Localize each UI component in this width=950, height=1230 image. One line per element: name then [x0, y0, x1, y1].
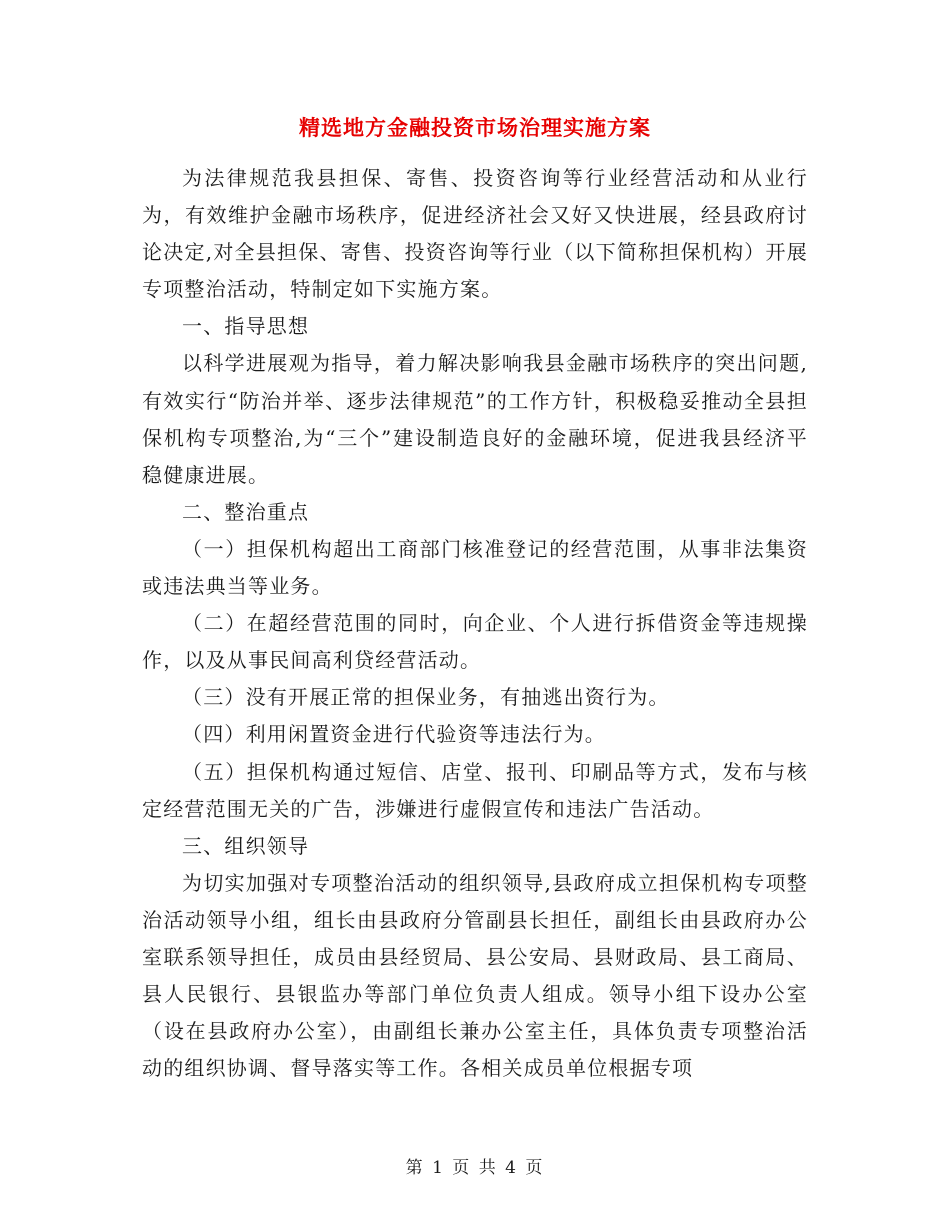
organization-paragraph: 为切实加强对专项整治活动的组织领导,县政府成立担保机构专项整治活动领导小组，组长由县政府分管副县长担任，副组长由县政府办公室联系领导担任，成员由县经贸局、县公安局、县财政局、县工商局、县人民银行、县银监办等部门单位负责人组成。领导小组下设办公室（设在县政府办公室），由副组长兼办公室主任，具体负责专项整治活动的组织协调、督导落实等工作。各相关成员单位根据专项	[142, 870, 808, 1081]
section-heading-organization: 三、组织领导	[182, 833, 310, 858]
key-point-item-5: （五）担保机构通过短信、店堂、报刊、印刷品等方式，发布与核定经营范围无关的广告，涉嫌进行虚假宣传和违法广告活动。	[142, 759, 808, 821]
document-body	[142, 160, 808, 1087]
page-number-footer: 第 1 页 共 4 页	[405, 1158, 545, 1178]
section-heading-key-points: 二、整治重点	[182, 499, 310, 524]
section-heading-guiding-thought: 一、指导思想	[182, 314, 310, 339]
guiding-thought-paragraph: 以科学进展观为指导，着力解决影响我县金融市场秩序的突出问题,有效实行“防治并举、逐步法律规范”的工作方针，积极稳妥推动全县担保机构专项整治,为“三个”建设制造良好的金融环境，促进我县经济平稳健康进展。	[142, 351, 808, 487]
intro-paragraph: 为法律规范我县担保、寄售、投资咨询等行业经营活动和从业行为，有效维护金融市场秩序，促进经济社会又好又快进展，经县政府讨论决定,对全县担保、寄售、投资咨询等行业（以下简称担保机构）开展专项整治活动，特制定如下实施方案。	[142, 166, 808, 302]
document-title: 精选地方金融投资市场治理实施方案	[299, 115, 651, 140]
key-point-item-3: （三）没有开展正常的担保业务，有抽逃出资行为。	[182, 685, 670, 710]
key-point-item-1: （一）担保机构超出工商部门核准登记的经营范围，从事非法集资或违法典当等业务。	[142, 536, 808, 599]
key-point-item-4: （四）利用闲置资金进行代验资等违法行为。	[182, 722, 606, 747]
key-point-item-2: （二）在超经营范围的同时，向企业、个人进行拆借资金等违规操作，以及从事民间高利贷经营活动。	[142, 611, 808, 673]
